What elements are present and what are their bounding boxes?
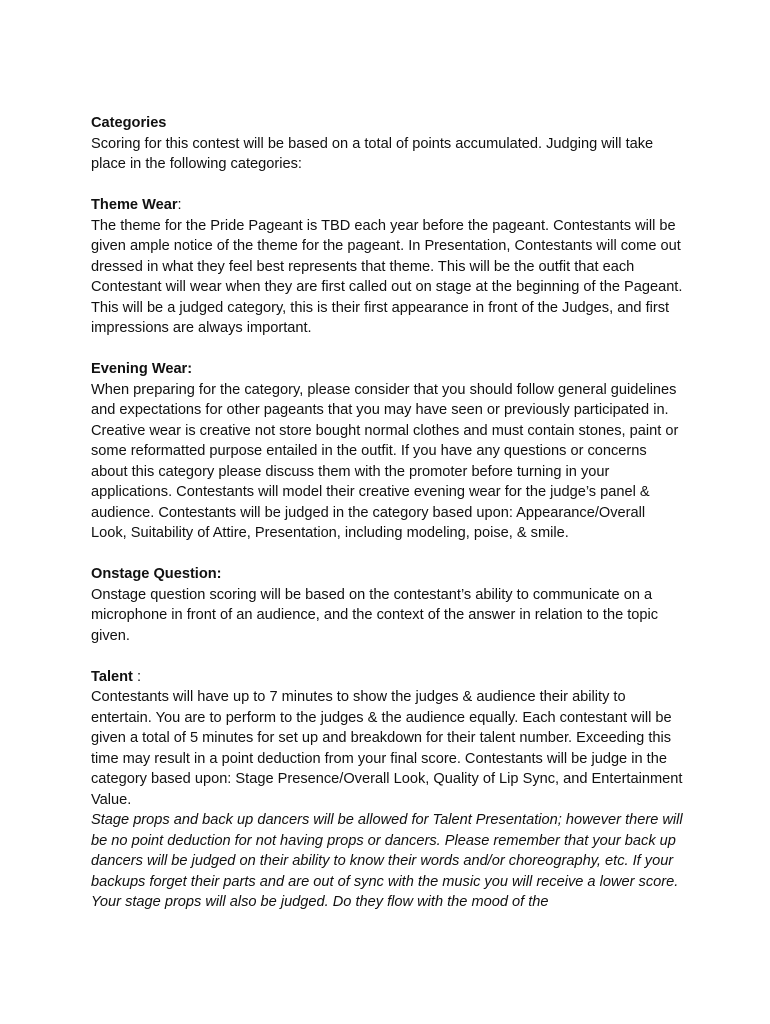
talent-italic-note: Stage props and back up dancers will be allowed for Talent Presentation; however there will be no point deduction for not having props or dancers. Please remember that your back up dancers will be judged on their ability to know their words and/or choreography, etc. If your backups forget their parts and are out of sync with the music you will receive a lower score. Your stage props will also be judged. Do they flow with the mood of the xyxy=(91,812,683,910)
theme-wear-body: The theme for the Pride Pageant is TBD each year before the pageant. Contestants will be given ample notice of the theme for the pageant. In Presentation, Contestants will come out dressed in what they feel best represents that theme. This will be the outfit that each Contestant will wear when they are first called out on stage at the beginning of the Pageant. This will be a judged category, this is their first appearance in front of the Judges, and first impressions are always important. xyxy=(91,217,683,336)
evening-wear-heading: Evening Wear: xyxy=(91,361,193,377)
theme-wear-heading-line xyxy=(91,195,683,216)
categories-section xyxy=(91,113,683,175)
onstage-question-body: Onstage question scoring will be based on the contestant’s ability to communicate on a microphone in front of an audience, and the context of the answer in relation to the topic given. xyxy=(91,586,659,644)
onstage-question-section xyxy=(91,564,683,646)
talent-heading: Talent xyxy=(91,668,133,685)
talent-heading-line xyxy=(91,667,683,688)
theme-wear-heading: Theme Wear xyxy=(91,197,178,213)
onstage-question-heading: Onstage Question: xyxy=(91,566,222,582)
evening-wear-body: When preparing for the category, please consider that you should follow general guidelines and expectations for other pageants that you may have seen or previously participated in. Creative wear is creative not store bought normal clothes and must contain stones, paint or some reformatted purpose entailed in the outfit. If you have any questions or concerns about this category please discuss them with the promoter before turning in your applications. Contestants will model their creative evening wear for the judge’s panel & audience. Contestants will be judged in the category based upon: Appearance/Overall Look, Suitability of Attire, Presentation, including modeling, poise, & smile. xyxy=(91,381,679,541)
talent-heading-suffix: : xyxy=(132,668,142,685)
categories-heading: Categories xyxy=(91,115,167,131)
evening-wear-section xyxy=(91,359,683,544)
document-page xyxy=(91,113,683,933)
talent-section xyxy=(91,667,683,913)
talent-body: Contestants will have up to 7 minutes to show the judges & audience their ability to entertain. You are to perform to the judges & the audience equally. Each contestant will be given a total of 5 minutes for set up and breakdown for their talent number. Exceeding this time may result in a point deduction from your final score. Contestants will be judge in the category based upon: Stage Presence/Overall Look, Quality of Lip Sync, and Entertainment Value. xyxy=(91,689,683,808)
theme-wear-section xyxy=(91,195,683,339)
theme-wear-heading-suffix: : xyxy=(177,197,182,213)
categories-body: Scoring for this contest will be based on a total of points accumulated. Judging will take place in the following categories: xyxy=(91,135,654,172)
